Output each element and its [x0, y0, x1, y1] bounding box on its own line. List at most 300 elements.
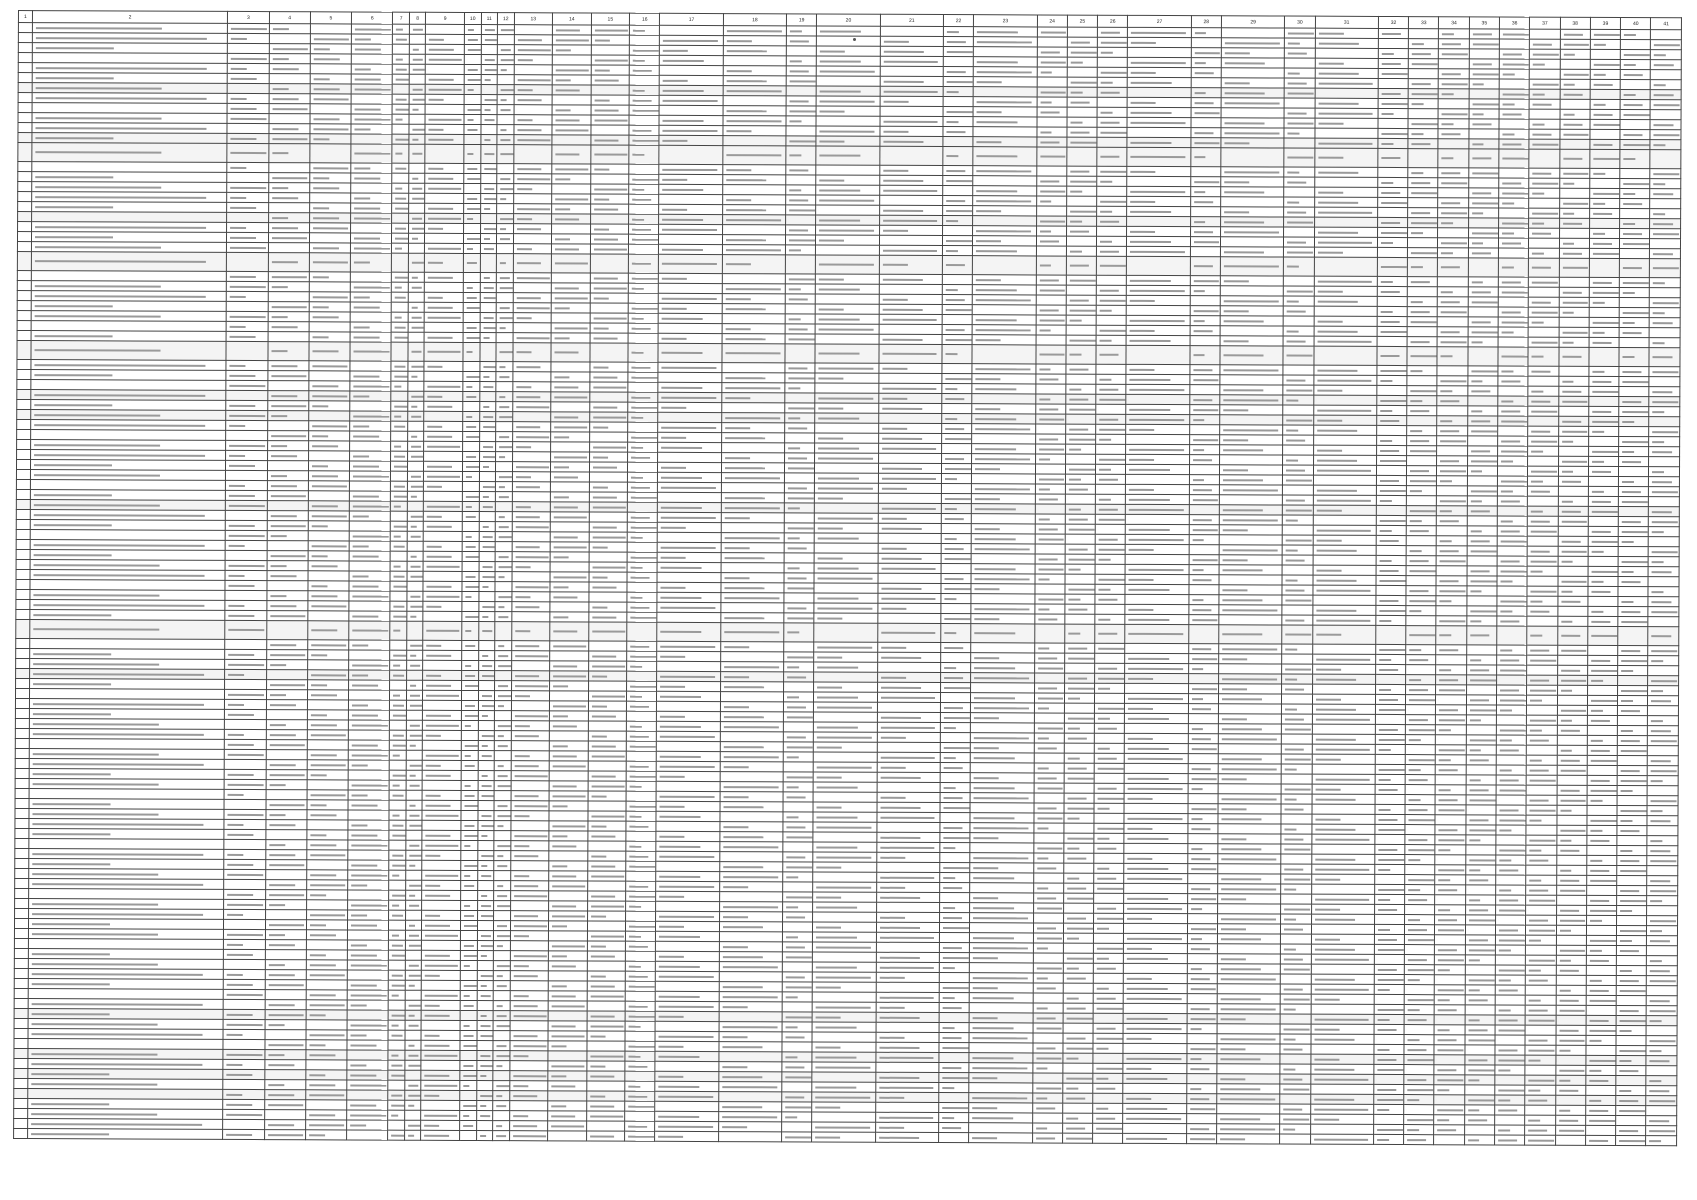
- illegible-text-mark: [1624, 74, 1643, 76]
- illegible-text-mark: [395, 415, 401, 417]
- illegible-text-mark: [1654, 144, 1666, 146]
- illegible-text-mark: [1381, 241, 1393, 243]
- illegible-text-mark: [944, 727, 956, 729]
- table-cell: [878, 513, 941, 523]
- table-cell: [1376, 644, 1406, 654]
- table-cell: [1650, 169, 1681, 179]
- table-cell: [227, 281, 268, 291]
- illegible-text-mark: [272, 108, 307, 110]
- table-cell: [786, 215, 816, 225]
- table-cell: [722, 185, 785, 195]
- table-cell: [589, 462, 628, 472]
- table-cell: [462, 541, 479, 551]
- table-cell: [1618, 645, 1648, 655]
- table-cell: [628, 343, 658, 362]
- illegible-text-mark: [1501, 420, 1527, 422]
- table-cell: [1590, 168, 1620, 178]
- table-cell: [351, 233, 392, 243]
- illegible-text-mark: [482, 536, 492, 538]
- table-cell: [462, 640, 479, 650]
- table-cell: [658, 482, 721, 492]
- table-cell: [877, 642, 940, 652]
- table-cell: [1315, 58, 1378, 68]
- table-cell: [1376, 515, 1406, 525]
- table-cell: [785, 403, 815, 413]
- table-cell: [18, 23, 32, 33]
- illegible-text-mark: [468, 78, 481, 80]
- table-cell: [629, 95, 659, 105]
- illegible-text-mark: [1286, 619, 1305, 621]
- table-cell: [462, 461, 479, 471]
- table-cell: [589, 512, 628, 522]
- table-cell: [941, 534, 971, 544]
- illegible-text-mark: [554, 516, 587, 518]
- table-cell: [1527, 536, 1557, 546]
- table-cell: [660, 25, 723, 35]
- table-cell: [408, 381, 425, 391]
- table-cell: [940, 683, 970, 693]
- table-cell: [1589, 208, 1619, 218]
- table-cell: [1498, 317, 1528, 327]
- table-cell: [268, 213, 309, 223]
- illegible-text-mark: [726, 263, 751, 265]
- table-cell: [462, 561, 479, 571]
- table-cell: [1497, 486, 1527, 496]
- table-cell: [1438, 139, 1468, 149]
- illegible-text-mark: [514, 725, 529, 727]
- table-cell: [1438, 178, 1468, 188]
- table-cell: [463, 322, 480, 332]
- illegible-text-mark: [1193, 354, 1205, 356]
- illegible-text-mark: [1318, 122, 1343, 124]
- illegible-text-mark: [1533, 143, 1559, 145]
- illegible-text-mark: [229, 524, 255, 526]
- table-cell: [391, 491, 408, 501]
- table-cell: [348, 730, 389, 740]
- table-cell: [880, 76, 943, 86]
- illegible-text-mark: [1316, 489, 1357, 491]
- table-cell: [1469, 109, 1499, 119]
- table-cell: [814, 613, 877, 623]
- table-cell: [1097, 107, 1127, 117]
- illegible-text-mark: [1653, 356, 1672, 358]
- table-cell: [588, 602, 627, 612]
- table-cell: [1095, 673, 1125, 683]
- illegible-text-mark: [517, 178, 550, 180]
- illegible-text-mark: [1316, 549, 1357, 551]
- table-cell: [659, 194, 722, 204]
- table-cell: [15, 738, 29, 748]
- table-cell: [267, 431, 308, 441]
- table-cell: [1126, 514, 1189, 524]
- illegible-text-mark: [726, 209, 767, 211]
- illegible-text-mark: [395, 247, 401, 249]
- illegible-text-mark: [465, 714, 478, 716]
- table-cell: [1096, 464, 1126, 474]
- table-cell: [659, 164, 722, 174]
- table-cell: [1438, 119, 1468, 129]
- table-cell: [879, 165, 942, 175]
- illegible-text-mark: [554, 556, 569, 558]
- table-cell: [1437, 446, 1467, 456]
- table-cell: [877, 692, 940, 702]
- table-cell: [424, 541, 463, 551]
- table-cell: [408, 401, 425, 411]
- illegible-text-mark: [483, 376, 489, 378]
- illegible-text-mark: [1533, 172, 1552, 174]
- table-cell: [1221, 177, 1284, 187]
- table-cell: [1127, 256, 1190, 275]
- illegible-text-mark: [1100, 265, 1126, 267]
- illegible-text-mark: [1562, 267, 1588, 269]
- table-cell: [409, 64, 426, 74]
- illegible-text-mark: [1382, 62, 1401, 64]
- table-cell: [464, 94, 481, 104]
- table-cell: [1378, 138, 1408, 148]
- illegible-text-mark: [660, 725, 701, 727]
- illegible-text-mark: [35, 176, 113, 178]
- table-cell: [1220, 346, 1283, 365]
- illegible-text-mark: [945, 498, 971, 500]
- illegible-text-mark: [1410, 530, 1429, 532]
- table-cell: [497, 145, 514, 164]
- illegible-text-mark: [395, 365, 405, 367]
- illegible-text-mark: [1593, 192, 1619, 194]
- table-cell: [1650, 130, 1681, 140]
- table-cell: [1619, 466, 1649, 476]
- illegible-text-mark: [1068, 598, 1080, 600]
- table-cell: [1589, 297, 1619, 307]
- illegible-text-mark: [1288, 171, 1300, 173]
- table-cell: [495, 612, 512, 622]
- illegible-text-mark: [272, 48, 307, 50]
- table-cell: [390, 690, 407, 700]
- table-cell: [480, 224, 497, 234]
- table-cell: [972, 444, 1035, 454]
- table-cell: [1095, 594, 1125, 604]
- table-cell: [877, 712, 940, 722]
- table-cell: [786, 26, 816, 36]
- table-cell: [814, 672, 877, 682]
- table-cell: [942, 275, 972, 285]
- table-cell: [1558, 556, 1588, 566]
- illegible-text-mark: [311, 585, 327, 587]
- table-cell: [1126, 484, 1189, 494]
- table-cell: [349, 551, 390, 561]
- table-cell: [1651, 80, 1682, 90]
- table-cell: [1282, 615, 1312, 625]
- table-cell: [269, 54, 310, 64]
- table-cell: [629, 65, 659, 75]
- illegible-text-mark: [1192, 569, 1204, 571]
- table-cell: [942, 335, 972, 345]
- illegible-text-mark: [632, 307, 658, 309]
- illegible-text-mark: [1100, 200, 1126, 202]
- illegible-text-mark: [1561, 669, 1580, 671]
- illegible-text-mark: [1037, 747, 1056, 749]
- illegible-text-mark: [1379, 569, 1398, 571]
- table-cell: [814, 652, 877, 662]
- table-cell: [721, 503, 784, 513]
- table-cell: [407, 471, 424, 481]
- table-cell: [18, 222, 32, 232]
- table-cell: [267, 371, 308, 381]
- table-cell: [393, 24, 410, 34]
- illegible-text-mark: [412, 306, 418, 308]
- illegible-text-mark: [498, 596, 511, 598]
- illegible-text-mark: [724, 547, 749, 549]
- illegible-text-mark: [1129, 448, 1184, 450]
- table-cell: [784, 652, 814, 662]
- illegible-text-mark: [883, 60, 938, 62]
- table-cell: [878, 553, 941, 563]
- illegible-text-mark: [517, 168, 541, 170]
- table-cell: [463, 233, 480, 243]
- illegible-text-mark: [355, 108, 381, 110]
- illegible-text-mark: [517, 139, 550, 141]
- illegible-text-mark: [271, 435, 306, 437]
- table-cell: [1587, 725, 1617, 735]
- table-cell: [16, 609, 30, 619]
- illegible-text-mark: [1380, 459, 1406, 461]
- table-cell: [1408, 168, 1438, 178]
- table-cell: [1126, 374, 1189, 384]
- illegible-text-mark: [819, 229, 874, 231]
- illegible-text-mark: [429, 48, 453, 50]
- illegible-text-mark: [1654, 94, 1673, 96]
- table-cell: [227, 162, 268, 172]
- illegible-text-mark: [661, 675, 716, 677]
- table-cell: [549, 711, 588, 721]
- illegible-text-mark: [516, 446, 531, 448]
- illegible-text-mark: [229, 464, 255, 466]
- table-cell: [512, 572, 551, 582]
- illegible-text-mark: [556, 89, 580, 91]
- illegible-text-mark: [1038, 488, 1050, 490]
- table-cell: [1618, 566, 1648, 576]
- table-cell: [1096, 345, 1126, 364]
- table-cell: [1408, 198, 1438, 208]
- table-cell: [1436, 675, 1466, 685]
- table-cell: [549, 721, 588, 731]
- illegible-text-mark: [483, 327, 496, 329]
- illegible-text-mark: [1623, 267, 1642, 269]
- table-cell: [497, 85, 514, 95]
- table-cell: [551, 293, 590, 303]
- illegible-text-mark: [1411, 232, 1423, 234]
- illegible-text-mark: [555, 307, 570, 309]
- table-cell: [786, 86, 816, 96]
- table-cell: [1408, 218, 1438, 228]
- illegible-text-mark: [1071, 61, 1083, 63]
- illegible-text-mark: [946, 210, 972, 212]
- table-cell: [786, 76, 816, 86]
- illegible-text-mark: [1379, 748, 1391, 750]
- table-cell: [1283, 425, 1313, 435]
- illegible-text-mark: [427, 674, 442, 676]
- illegible-text-mark: [662, 406, 687, 408]
- table-cell: [17, 369, 31, 379]
- illegible-text-mark: [272, 197, 298, 199]
- illegible-text-mark: [1223, 369, 1278, 371]
- table-cell: [721, 593, 784, 603]
- illegible-text-mark: [426, 734, 441, 736]
- illegible-text-mark: [1621, 670, 1633, 672]
- illegible-text-mark: [482, 526, 488, 528]
- table-cell: [1375, 684, 1405, 694]
- illegible-text-mark: [353, 595, 388, 597]
- table-cell: [879, 334, 942, 344]
- table-cell: [390, 601, 407, 611]
- table-cell: [785, 314, 815, 324]
- table-cell: [349, 700, 390, 710]
- illegible-text-mark: [1099, 508, 1118, 510]
- illegible-text-mark: [1622, 441, 1648, 443]
- illegible-text-mark: [818, 437, 843, 439]
- table-cell: [1313, 565, 1376, 575]
- illegible-text-mark: [632, 263, 651, 265]
- illegible-text-mark: [1472, 73, 1498, 75]
- table-cell: [266, 730, 307, 740]
- illegible-text-mark: [1098, 687, 1110, 689]
- illegible-text-mark: [944, 618, 970, 620]
- table-cell: [785, 344, 815, 363]
- illegible-text-mark: [787, 706, 806, 708]
- table-cell: [1190, 197, 1220, 207]
- table-cell: [878, 423, 941, 433]
- table-cell: [308, 511, 349, 521]
- table-cell: [479, 532, 496, 542]
- illegible-text-mark: [1591, 679, 1603, 681]
- column-number: 35: [1469, 17, 1499, 29]
- illegible-text-mark: [410, 744, 416, 746]
- table-cell: [479, 472, 496, 482]
- illegible-text-mark: [501, 49, 511, 51]
- table-cell: [1437, 426, 1467, 436]
- illegible-text-mark: [500, 218, 513, 220]
- illegible-text-mark: [725, 397, 750, 399]
- table-cell: [462, 531, 479, 541]
- table-cell: [973, 176, 1036, 186]
- table-cell: [426, 74, 465, 84]
- illegible-text-mark: [594, 39, 609, 41]
- table-cell: [878, 543, 941, 553]
- table-cell: [479, 422, 496, 432]
- table-cell: [1065, 624, 1095, 643]
- illegible-text-mark: [881, 507, 936, 509]
- illegible-text-mark: [556, 49, 571, 51]
- table-cell: [1064, 723, 1094, 733]
- table-cell: [1097, 67, 1127, 77]
- table-cell: [973, 147, 1036, 166]
- illegible-text-mark: [1652, 571, 1671, 573]
- column-number: 33: [1409, 17, 1439, 29]
- illegible-text-mark: [790, 120, 802, 122]
- illegible-text-mark: [1653, 322, 1672, 324]
- table-cell: [1097, 206, 1127, 216]
- table-cell: [390, 720, 407, 730]
- table-cell: [1312, 615, 1375, 625]
- illegible-text-mark: [411, 405, 417, 407]
- table-cell: [627, 701, 657, 711]
- illegible-text-mark: [500, 139, 510, 141]
- table-cell: [1406, 596, 1436, 606]
- illegible-text-mark: [946, 200, 965, 202]
- table-cell: [1557, 675, 1587, 685]
- table-cell: [589, 392, 628, 402]
- illegible-text-mark: [413, 58, 423, 60]
- table-cell: [227, 232, 268, 242]
- table-cell: [227, 271, 268, 281]
- table-cell: [785, 433, 815, 443]
- illegible-text-mark: [354, 326, 370, 328]
- illegible-text-mark: [412, 128, 425, 130]
- table-cell: [1377, 276, 1407, 286]
- illegible-text-mark: [35, 87, 161, 90]
- table-cell: [1407, 456, 1437, 466]
- illegible-text-mark: [1532, 356, 1544, 358]
- illegible-text-mark: [231, 97, 247, 99]
- table-cell: [816, 274, 879, 284]
- table-cell: [971, 534, 1034, 544]
- table-cell: [660, 85, 723, 95]
- illegible-text-mark: [1039, 368, 1051, 370]
- table-cell: [423, 680, 462, 690]
- table-cell: [392, 282, 409, 292]
- table-cell: [1188, 674, 1218, 684]
- illegible-text-mark: [1501, 540, 1527, 542]
- illegible-text-mark: [632, 228, 651, 230]
- table-cell: [16, 638, 30, 648]
- illegible-text-mark: [724, 537, 779, 539]
- table-cell: [1466, 675, 1496, 685]
- table-cell: [1065, 643, 1095, 653]
- illegible-text-mark: [591, 745, 615, 747]
- illegible-text-mark: [1316, 579, 1357, 581]
- illegible-text-mark: [1502, 321, 1528, 323]
- illegible-text-mark: [314, 78, 330, 80]
- table-cell: [17, 340, 31, 359]
- illegible-text-mark: [1381, 320, 1400, 322]
- table-cell: [1558, 586, 1588, 596]
- illegible-text-mark: [467, 286, 473, 288]
- illegible-text-mark: [1593, 158, 1619, 160]
- column-number: 22: [943, 15, 973, 27]
- table-cell: [1376, 605, 1406, 615]
- table-cell: [310, 124, 351, 134]
- table-cell: [1438, 149, 1468, 168]
- table-cell: [785, 294, 815, 304]
- table-cell: [464, 223, 481, 233]
- illegible-text-mark: [1068, 647, 1087, 649]
- illegible-text-mark: [1100, 180, 1112, 182]
- illegible-text-mark: [1623, 233, 1642, 235]
- illegible-text-mark: [1317, 409, 1372, 411]
- illegible-text-mark: [1099, 538, 1118, 540]
- illegible-text-mark: [1068, 568, 1080, 570]
- illegible-text-mark: [229, 484, 245, 486]
- table-cell: [817, 46, 880, 56]
- illegible-text-mark: [1130, 388, 1185, 390]
- table-cell: [1067, 176, 1097, 186]
- illegible-text-mark: [1101, 51, 1113, 53]
- illegible-text-mark: [1381, 157, 1400, 159]
- table-cell: [783, 742, 813, 752]
- illegible-text-mark: [1409, 649, 1421, 651]
- illegible-text-mark: [1287, 340, 1306, 342]
- illegible-text-mark: [313, 187, 339, 189]
- table-cell: [1590, 139, 1620, 149]
